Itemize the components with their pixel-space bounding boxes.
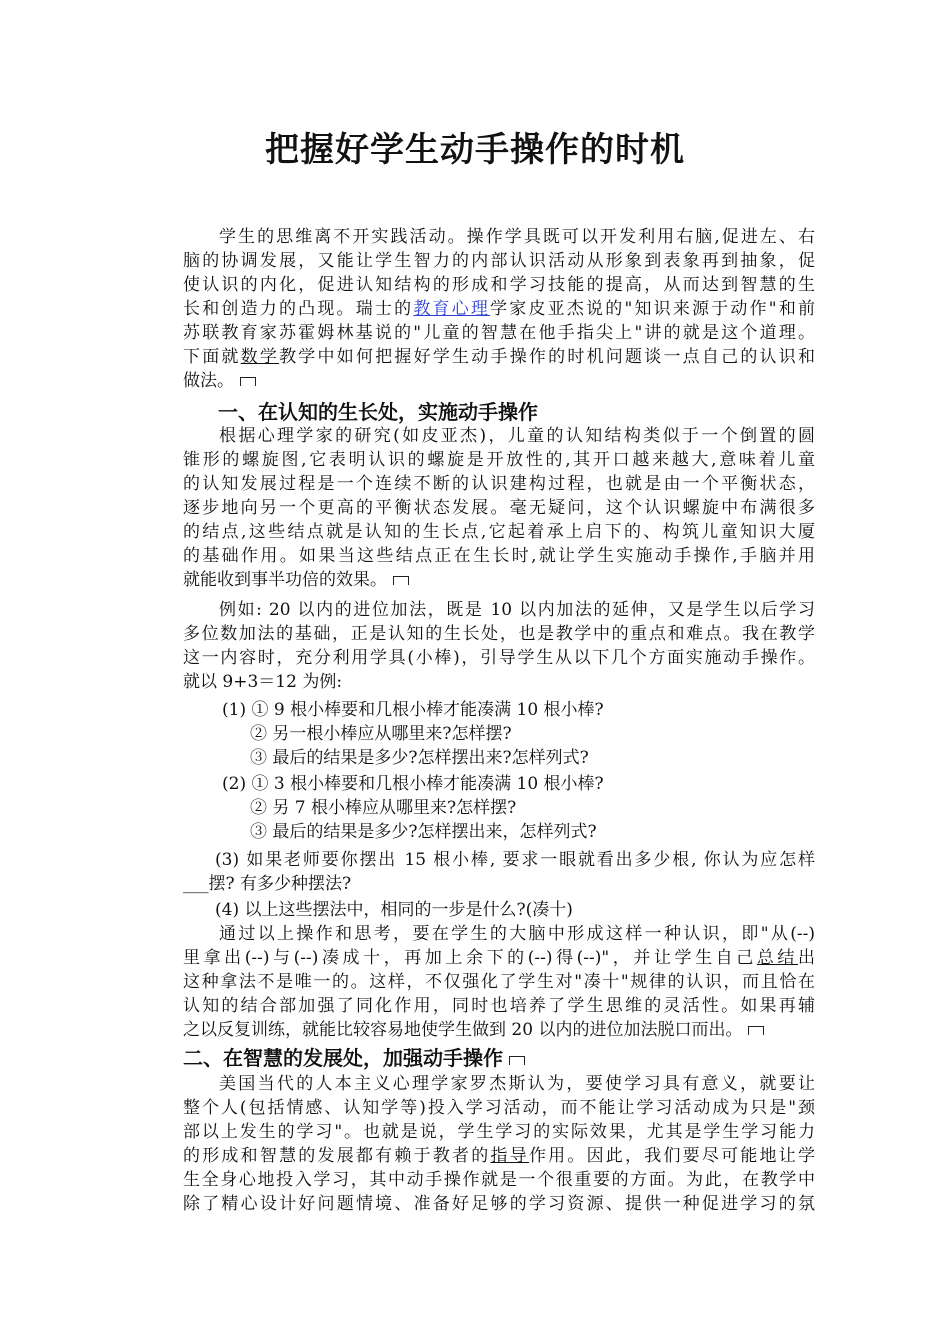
intro-line-6 xyxy=(183,345,815,369)
s1-p3-line-2-start: 里拿出(--)与(--)凑成十，再加上余下的(--)得(--)"，并让学生自己 xyxy=(183,948,757,968)
s2-line-4 xyxy=(183,1144,815,1168)
s1-p2-line-1: 例如: 20 以内的进位加法，既是 10 以内加法的延伸，又是学生以后学习 xyxy=(219,600,815,620)
intro-line-6-start: 下面就 xyxy=(183,347,241,367)
s2-line-6: 除了精心设计好问题情境、准备好足够的学习资源、提供一种促进学习的氛 xyxy=(183,1194,815,1214)
question-1-3: ③ 最后的结果是多少?怎样摆出来?怎样列式? xyxy=(250,748,589,768)
intro-line-4-start: 长和创造力的凸现。瑞士的 xyxy=(183,299,414,319)
question-2-3: ③ 最后的结果是多少?怎样摆出来，怎样列式? xyxy=(250,822,597,842)
s2-line-5: 生全身心地投入学习，其中动手操作就是一个很重要的方面。为此，在教学中 xyxy=(183,1170,815,1190)
s1-p2-line-3: 这一内容时，充分利用学具(小棒)，引导学生从以下几个方面实施动手操作。 xyxy=(183,648,815,668)
s1-p1-line-3: 的认知发展过程是一个连续不断的认识建构过程，也就是由一个平衡状态， xyxy=(183,474,815,494)
question-1-1: (1) ① 9 根小棒要和几根小棒才能凑满 10 根小棒? xyxy=(222,700,604,720)
intro-line-5: 苏联教育家苏霍姆林基说的"儿童的智慧在他手指尖上"讲的就是这个道理。 xyxy=(183,323,815,343)
paragraph-mark-icon xyxy=(393,576,409,585)
intro-line-4-end: 学家皮亚杰说的"知识来源于动作"和前 xyxy=(490,299,816,319)
s1-p1-line-2: 锥形的螺旋图,它表明认识的螺旋是开放性的,其开口越来越大,意味着儿童 xyxy=(183,450,815,470)
s1-p1-line-7 xyxy=(183,568,815,592)
s1-p3-line-5 xyxy=(183,1018,815,1042)
question-4: (4) 以上这些摆法中，相同的一步是什么?(凑十) xyxy=(215,900,573,920)
question-3-line-2: ___摆? 有多少种摆法? xyxy=(183,874,352,894)
s2-line-2: 整个人(包括情感、认知学等)投入学习活动，而不能让学习活动成为只是"颈 xyxy=(183,1098,815,1118)
question-2-1: (2) ① 3 根小棒要和几根小棒才能凑满 10 根小棒? xyxy=(222,774,604,794)
section-2-heading-text: 二、在智慧的发展处，加强动手操作 xyxy=(183,1046,503,1070)
link-guidance[interactable]: 指导 xyxy=(490,1146,529,1166)
question-1-2: ② 另一根小棒应从哪里来?怎样摆? xyxy=(250,724,512,744)
question-2-2: ② 另 7 根小棒应从哪里来?怎样摆? xyxy=(250,798,517,818)
page-title: 把握好学生动手操作的时机 xyxy=(265,130,685,170)
s2-line-4-start: 的形成和智慧的发展都有赖于教者的 xyxy=(183,1146,491,1166)
paragraph-mark-icon xyxy=(240,377,256,386)
s1-p3-line-1: 通过以上操作和思考，要在学生的大脑中形成这样一种认识，即"从(--) xyxy=(219,924,815,944)
s1-p3-line-2-end: 出 xyxy=(798,948,815,968)
s1-p3-line-2 xyxy=(183,946,815,970)
intro-line-6-end: 教学中如何把握好学生动手操作的时机问题谈一点自己的认识和 xyxy=(279,347,815,367)
s2-line-4-end: 作用。因此，我们要尽可能地让学 xyxy=(528,1146,815,1166)
intro-line-2: 脑的协调发展，又能让学生智力的内部认识活动从形象到表象再到抽象，促 xyxy=(183,251,815,271)
intro-line-7-text: 做法。 xyxy=(183,371,234,391)
question-3-line-1: (3) 如果老师要你摆出 15 根小棒, 要求一眼就看出多少根, 你认为应怎样 xyxy=(215,850,815,870)
s2-line-3: 部以上发生的学习"。也就是说，学生学习的实际效果，尤其是学生学习能力 xyxy=(183,1122,815,1142)
section-1-heading: 一、在认知的生长处，实施动手操作 xyxy=(218,400,538,424)
s1-p1-line-7-text: 就能收到事半功倍的效果。 xyxy=(183,570,387,590)
link-mathematics[interactable]: 数学 xyxy=(240,347,280,367)
s1-p3-line-3: 这种拿法不是唯一的。这样，不仅强化了学生对"凑十"规律的认识，而且恰在 xyxy=(183,972,815,992)
link-educational-psychology[interactable]: 教育心理 xyxy=(413,299,491,319)
intro-line-1: 学生的思维离不开实践活动。操作学具既可以开发利用右脑,促进左、右 xyxy=(219,227,815,247)
s1-p1-line-5: 的结点,这些结点就是认知的生长点,它起着承上启下的、构筑儿童知识大厦 xyxy=(183,522,815,542)
s1-p1-line-6: 的基础作用。如果当这些结点正在生长时,就让学生实施动手操作,手脑并用 xyxy=(183,546,815,566)
intro-line-7 xyxy=(183,369,815,393)
section-2-heading xyxy=(183,1044,525,1072)
paragraph-mark-icon xyxy=(509,1056,525,1065)
s2-line-1: 美国当代的人本主义心理学家罗杰斯认为，要使学习具有意义，就要让 xyxy=(219,1074,815,1094)
s1-p3-line-4: 认知的结合部加强了同化作用，同时也培养了学生思维的灵活性。如果再辅 xyxy=(183,996,815,1016)
s1-p3-line-5-text: 之以反复训练，就能比较容易地使学生做到 20 以内的进位加法脱口而出。 xyxy=(183,1020,743,1040)
s1-p2-line-2: 多位数加法的基础，正是认知的生长处，也是教学中的重点和难点。我在教学 xyxy=(183,624,815,644)
s1-p1-line-1: 根据心理学家的研究(如皮亚杰)，儿童的认知结构类似于一个倒置的圆 xyxy=(219,426,815,446)
s1-p2-line-4: 就以 9+3＝12 为例: xyxy=(183,672,343,692)
paragraph-mark-icon xyxy=(748,1026,764,1035)
intro-line-4 xyxy=(183,297,815,321)
intro-line-3: 使认识的内化，促进认知结构的形成和学习技能的提高，从而达到智慧的生 xyxy=(183,275,815,295)
link-summary[interactable]: 总结 xyxy=(756,948,798,968)
s1-p1-line-4: 逐步地向另一个更高的平衡状态发展。毫无疑问，这个认识螺旋中布满很多 xyxy=(183,498,815,518)
